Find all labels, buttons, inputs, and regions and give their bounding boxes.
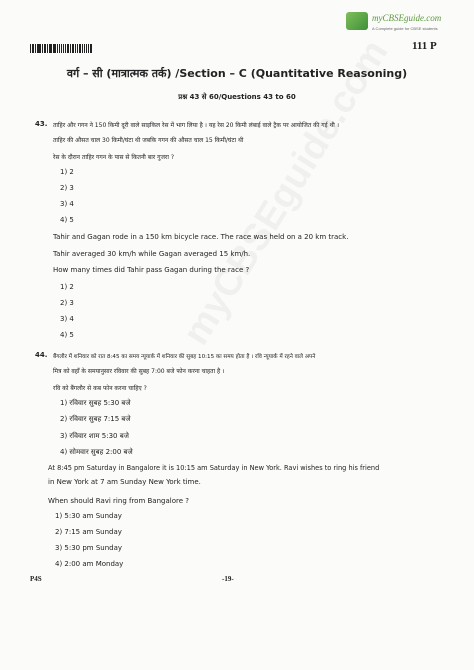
barcode-bar	[63, 44, 64, 53]
q43-hindi-option-3: 3) 4	[60, 200, 74, 208]
barcode-bar	[84, 44, 85, 53]
q43-hindi-line-2: ताहिर की औसत चाल 30 किमी/घंटा थी जबकि गगन की औसत चाल 15 किमी/घंटा थी	[53, 137, 244, 144]
barcode-bar	[30, 44, 31, 53]
q44-english-line-3: When should Ravi ring from Bangalore ?	[48, 497, 189, 505]
barcode-bar	[35, 44, 36, 53]
barcode-bar	[67, 44, 69, 53]
q43-hindi-option-4: 4) 5	[60, 216, 74, 224]
logo-name: myCBSEguide.com	[372, 13, 442, 23]
barcode-bar	[77, 44, 78, 53]
barcode-bar	[44, 44, 46, 53]
q43-english-option-2: 2) 3	[60, 299, 74, 307]
q43-english-option-3: 3) 4	[60, 315, 74, 323]
q44-english-option-4: 4) 2:00 am Monday	[55, 560, 124, 568]
q43-hindi-option-2: 2) 3	[60, 184, 74, 192]
barcode-bar	[65, 44, 66, 53]
barcode-bar	[72, 44, 75, 53]
barcode-bar	[88, 44, 89, 53]
barcode-bar	[47, 44, 48, 53]
q44-hindi-option-2: 2) रविवार सुबह 7:15 बजे	[60, 415, 131, 423]
q44-hindi-option-3: 3) रविवार शाम 5:30 बजे	[60, 432, 129, 440]
q43-english-line-1: Tahir and Gagan rode in a 150 km bicycle race. The race was held on a 20 km track.	[53, 233, 349, 241]
barcode-bar	[49, 44, 50, 53]
barcode-bar	[38, 44, 41, 53]
barcode-bar	[70, 44, 71, 53]
q43-hindi-line-3: रेस के दौरान ताहिर गगन के पास से कितनी बार गुजरा ?	[53, 154, 175, 161]
q43-hindi-option-1: 1) 2	[60, 168, 74, 176]
q44-english-line-2: in New York at 7 am Sunday New York time.	[48, 478, 201, 486]
q44-english-option-1: 1) 5:30 am Sunday	[55, 512, 122, 520]
question-range: प्रश्न 43 से 60/Questions 43 to 60	[178, 93, 296, 101]
barcode-bar	[37, 44, 38, 53]
q43-english-line-2: Tahir averaged 30 km/h while Gagan averaged 15 km/h.	[53, 250, 251, 258]
question-number: 44.	[35, 351, 48, 359]
q44-hindi-line-3: रवि को बैंगलौर से कब फोन करना चाहिए ?	[53, 385, 147, 392]
page-number: -19-	[222, 575, 234, 583]
barcode-bar	[61, 44, 63, 53]
q44-hindi-line-1: बैंगलौर में शनिवार को रात 8:45 का समय न्यूयार्क में शनिवार की सुबह 10:15 का समय होता है । रवि न्यूयार्क में रहने वाले अपने	[53, 354, 316, 360]
barcode-bar	[86, 44, 88, 53]
barcode-bar	[53, 44, 56, 53]
barcode-bar	[79, 44, 81, 53]
barcode-bar	[59, 44, 60, 53]
q44-hindi-line-2: मित्र को वहाँ के समयानुसार रविवार की सुबह 7:00 बजे फोन करना चाहता है ।	[53, 368, 225, 375]
q43-english-option-1: 1) 2	[60, 283, 74, 291]
barcode-bar	[90, 44, 92, 53]
barcode-bar	[50, 44, 52, 53]
q43-english-line-3: How many times did Tahir pass Gagan during the race ?	[53, 266, 250, 274]
barcode-bar	[32, 44, 34, 53]
q44-english-option-3: 3) 5:30 pm Sunday	[55, 544, 123, 552]
barcode-bar	[75, 44, 76, 53]
paper-code: 111 P	[412, 40, 437, 52]
logo-tagline: A Complete guide for CBSE students	[372, 26, 438, 31]
q44-hindi-option-4: 4) सोमवार सुबह 2:00 बजे	[60, 448, 133, 456]
q44-english-line-1: At 8:45 pm Saturday in Bangalore it is 10:15 am Saturday in New York. Ravi wishes to ring his friend	[48, 464, 380, 472]
barcode-bar	[82, 44, 83, 53]
question-number: 43.	[35, 120, 48, 128]
logo-mark-icon	[346, 12, 368, 30]
barcode-bar	[57, 44, 58, 53]
barcode-bar	[42, 44, 43, 53]
q44-english-option-2: 2) 7:15 am Sunday	[55, 528, 122, 536]
q44-hindi-option-1: 1) रविवार सुबह 5:30 बजे	[60, 399, 131, 407]
footer-code: P4S	[30, 575, 42, 583]
section-title: वर्ग – सी (मात्रात्मक तर्क) /Section – C (Quantitative Reasoning)	[66, 67, 408, 80]
barcode	[30, 44, 92, 53]
q43-english-option-4: 4) 5	[60, 331, 74, 339]
q43-hindi-line-1: ताहिर और गगन ने 150 किमी दूरी वाले साइकिल रेस में भाग लिया है । यह रेस 20 किमी लंबाई वाले ट्रैक पर आयोजित की गई थी ।	[53, 122, 340, 129]
